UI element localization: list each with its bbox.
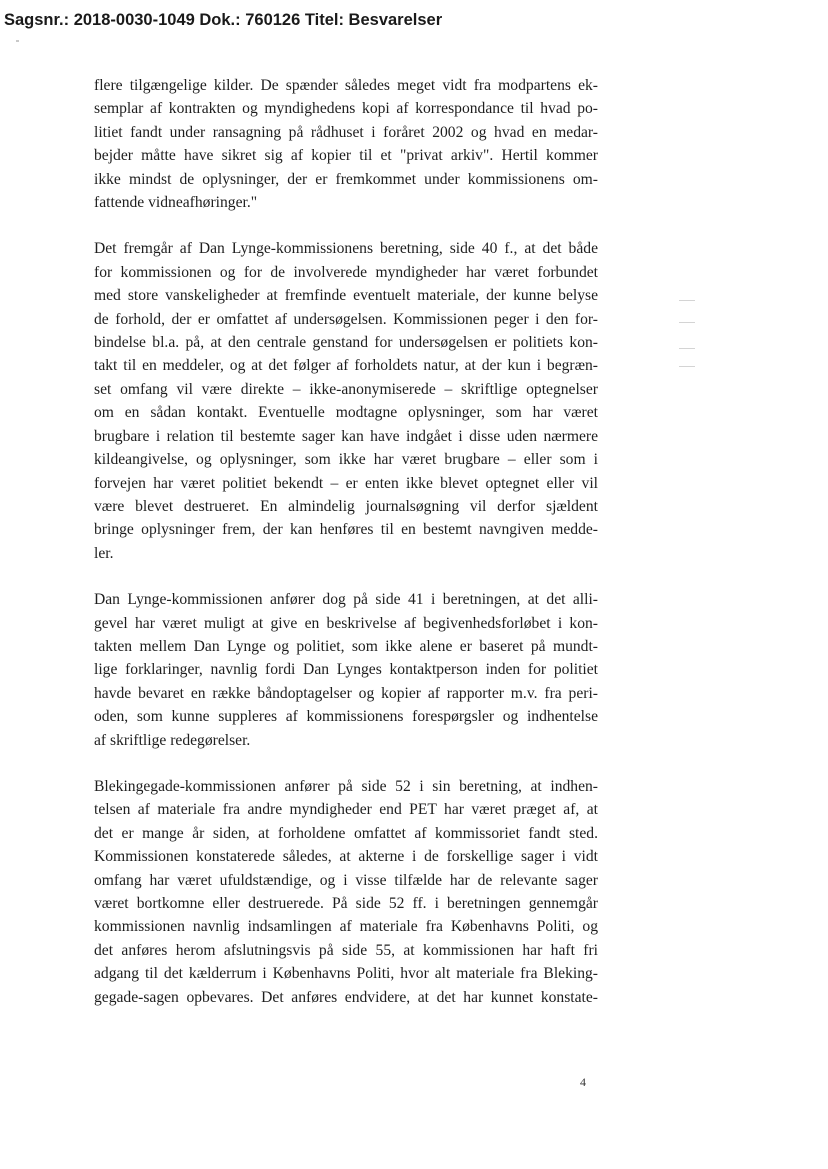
- text-line: bringe oplysninger frem, der kan henføres til en bestemt navngiven medde-: [94, 521, 598, 539]
- text-line: med store vanskeligheder at fremfinde eventuelt materiale, der kunne belyse: [94, 287, 598, 305]
- scan-mark: [679, 300, 695, 301]
- text-line: lige forklaringer, navnlig fordi Dan Lynges kontaktperson inden for politiet: [94, 661, 598, 679]
- text-line: ikke mindst de oplysninger, der er fremkommet under kommissionens om-: [94, 170, 598, 188]
- text-line: det anføres herom afslutningsvis på side 55, at kommissionen har haft fri: [94, 941, 598, 959]
- text-line: været bortkomne eller destruerede. På side 52 ff. i beretningen gennemgår: [94, 895, 598, 912]
- paragraph-gap: [94, 752, 598, 775]
- text-line: fattende vidneafhøringer.": [94, 194, 258, 212]
- paragraph-2: [94, 237, 598, 565]
- paragraph-gap: [94, 214, 598, 237]
- text-line: forvejen har været politiet bekendt – er enten ikke blevet optegnet eller vil: [94, 474, 598, 492]
- text-line: takten mellem Dan Lynge og politiet, som ikke alene er baseret på mundt-: [94, 637, 598, 655]
- text-line: gegade-sagen opbevares. Det anføres endvidere, at det har kunnet konstate-: [94, 988, 598, 1006]
- text-line: oden, som kunne suppleres af kommissionens forespørgsler og indhentelse: [94, 708, 598, 726]
- text-line: Blekingegade-kommissionen anfører på side 52 i sin beretning, at indhen-: [94, 777, 598, 795]
- text-line: være blevet destrueret. En almindelig journalsøgning vil derfor sjældent: [94, 497, 598, 515]
- paragraph-3: [94, 588, 598, 752]
- text-line: flere tilgængelige kilder. De spænder således meget vidt fra modpartens ek-: [94, 77, 598, 94]
- text-line: adgang til det kælderrum i Københavns Politi, hvor alt materiale fra Bleking-: [94, 965, 598, 983]
- text-line: omfang har været ufuldstændige, og i visse tilfælde har de relevante sager: [94, 871, 598, 889]
- paragraph-1: [94, 74, 598, 214]
- text-line: brugbare i relation til bestemte sager kan have indgået i disse uden nærmere: [94, 427, 598, 445]
- scan-speck: [16, 40, 19, 42]
- scan-mark: [679, 322, 695, 323]
- scan-mark: [679, 366, 695, 367]
- text-line: kommissionen navnlig indsamlingen af materiale fra Københavns Politi, og: [94, 918, 598, 936]
- margin-scan-marks: [679, 300, 695, 370]
- text-line: bejder måtte have sikret sig af kopier til et "privat arkiv". Hertil kommer: [94, 147, 598, 165]
- text-line: Kommissionen konstaterede således, at akterne i de forskellige sager i vidt: [94, 848, 598, 866]
- text-line: set omfang vil være direkte – ikke-anonymiserede – skriftlige optegnelser: [94, 380, 598, 398]
- document-body: [94, 74, 598, 1009]
- paragraph-gap: [94, 565, 598, 588]
- paragraph-4: [94, 775, 598, 1009]
- text-line: for kommissionen og for de involverede myndigheder har været forbundet: [94, 263, 598, 281]
- text-line: telsen af materiale fra andre myndigheder end PET har været præget af, at: [94, 801, 598, 819]
- text-line: Det fremgår af Dan Lynge-kommissionens beretning, side 40 f., at det både: [94, 240, 598, 258]
- text-line: kildeangivelse, og oplysninger, som ikke har været brugbare – eller som i: [94, 451, 598, 469]
- text-line: semplar af kontrakten og myndighedens kopi af korrespondance til hvad po-: [94, 100, 598, 118]
- text-line: havde bevaret en række båndoptagelser og kopier af rapporter m.v. fra peri-: [94, 684, 598, 702]
- text-line: de forhold, der er omfattet af undersøgelsen. Kommissionen peger i den for-: [94, 310, 598, 328]
- document-header: Sagsnr.: 2018-0030-1049 Dok.: 760126 Titel: Besvarelser: [4, 11, 443, 29]
- text-line: om en sådan kontakt. Eventuelle modtagne oplysninger, som har været: [94, 404, 598, 422]
- text-line: litiet fandt under ransagning på rådhuset i foråret 2002 og hvad en medar-: [94, 123, 598, 141]
- text-line: Dan Lynge-kommissionen anfører dog på side 41 i beretningen, at det alli-: [94, 591, 598, 609]
- text-line: det er mange år siden, at forholdene omfattet af kommissoriet fandt sted.: [94, 824, 598, 842]
- scan-mark: [679, 348, 695, 349]
- text-line: takt til en meddeler, og at det følger af forholdets natur, at der kun i begræn-: [94, 357, 598, 375]
- text-line: af skriftlige redegørelser.: [94, 731, 251, 749]
- text-line: bindelse bl.a. på, at den centrale genstand for undersøgelsen er politiets kon-: [94, 334, 598, 352]
- page-number: 4: [580, 1075, 586, 1089]
- text-line: gevel har været muligt at give en beskrivelse af begivenhedsforløbet i kon-: [94, 614, 598, 632]
- text-line: ler.: [94, 544, 114, 562]
